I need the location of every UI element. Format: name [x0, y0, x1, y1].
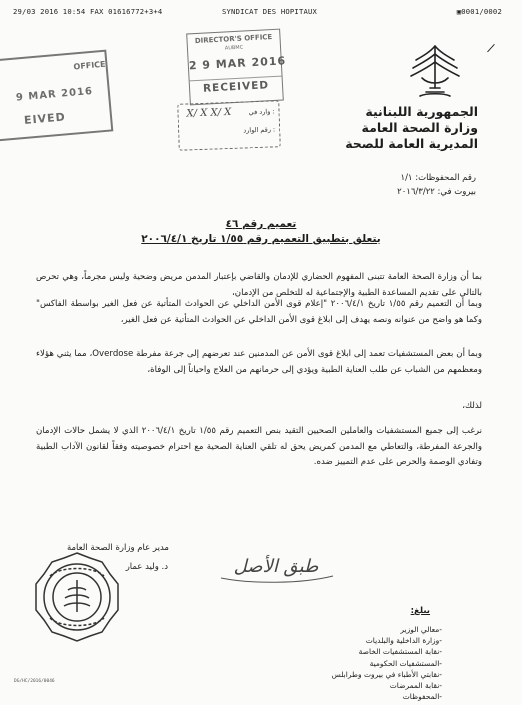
stamp-received-label: EIVED — [23, 110, 67, 127]
distribution-title: يبلغ: — [410, 606, 430, 616]
circular-title: تعميم رقم ٤٦ — [225, 218, 297, 230]
received-stamp-directors-office — [186, 29, 287, 106]
fax-header-page: ▣0001/0002 — [456, 7, 502, 16]
document-date: بيروت في: ٢٠١٦/٣/٢٢ — [397, 187, 476, 197]
stamp-date: 9 MAR 2016 — [15, 85, 94, 104]
body-paragraph-3: وبما أن بعض المستشفيات تعمد إلى ابلاغ قوى الأمن عن المدمنين عند تعرضهم إلى جرعة مفرطة Overdose، مما يثني هؤلاء ومعظمهم من الشباب عن طلب العناية الطبية ويؤدي إلى حرمانهم من العلاج واحياناً إلى الوفاة، — [36, 349, 482, 375]
registry-scrawl: X/ X X/ X — [186, 106, 232, 120]
distribution-item: -المستشفيات الحكومية — [369, 658, 442, 668]
official-seal-icon — [30, 550, 124, 644]
stamp-org-label: AUBMC — [224, 44, 244, 52]
distribution-item: -نقابتي الأطباء في بيروت وطرابلس — [331, 669, 442, 679]
signatory-title: مدير عام وزارة الصحة العامة — [66, 543, 169, 553]
distribution-item: -نقابة الممرضات — [389, 681, 442, 691]
letterhead-republic: الجمهورية اللبنانية — [365, 104, 478, 119]
distribution-list — [332, 624, 442, 702]
distribution-item: -معالي الوزير — [400, 625, 442, 634]
distribution-item: -المحفوظات — [402, 692, 442, 702]
archive-number: رقم المحفوظات: ١/١ — [400, 173, 476, 183]
signatory-name: د. وليد عمار — [125, 562, 168, 572]
letterhead-directorate: المديرية العامة للصحة — [345, 136, 478, 151]
handwritten-true-copy-text: طبق الأصل — [233, 556, 319, 577]
received-stamp-partial — [0, 50, 113, 143]
handwritten-true-copy-signature — [211, 540, 341, 590]
fax-header-center: SYNDICAT DES HOPITAUX — [222, 7, 318, 16]
stamp-date: 2 9 MAR 2016 — [188, 54, 287, 73]
stamp-office-label: OFFICE — [73, 59, 106, 72]
body-paragraph-1: بما أن وزارة الصحة العامة تتبنى المفهوم الحضاري للإدمان والقاضي بإعتبار المدمن مريض وضحية وليس مجرماً، وهي تحرص بالتالي على تقديم المساعدة الطبية والإجتماعية له للتخلص من الإدمان، — [36, 272, 482, 298]
registry-stamp — [177, 100, 281, 151]
stamp-office-label: DIRECTOR'S OFFICE — [194, 33, 273, 46]
registry-incoming-label: وارد في : — [248, 107, 275, 117]
pen-mark: / — [486, 40, 496, 56]
fax-header-left: 29/03 2016 10:54 FAX 01616772+3+4 — [13, 7, 163, 16]
registry-number-label: رقم الوارد : — [243, 125, 276, 135]
letterhead-ministry: وزارة الصحة العامة — [361, 120, 478, 135]
body-paragraph-2: وبما أن التعميم رقم ١/٥٥ تاريخ ٢٠٠٦/٤/١ "إعلام قوى الأمن الداخلي عن الحوادث المتأتية عن فعل الغير بواسطة الفاكس" وكما هو واضح من عنوانه ونصه يهدف إلى ابلاغ قوى الأمن الداخلي عن الحوادث المتأتية عن فعل الغير، — [36, 299, 482, 325]
distribution-item: -نقابة المستشفيات الخاصة — [358, 647, 442, 657]
body-paragraph-therefore: لذلك، — [462, 401, 482, 411]
circular-subject: يتعلق بتطبيق التعميم رقم ١/٥٥ تاريخ ٢٠٠٦/٤/١ — [141, 233, 381, 245]
footer-document-code: DG/HC/2016/0046 — [14, 679, 55, 684]
stamp-received-label: RECEIVED — [190, 76, 283, 96]
body-paragraph-directive: نرغب إلى جميع المستشفيات والعاملين الصحيين التقيد بنص التعميم رقم ١/٥٥ تاريخ ٢٠٠٦/٤/١ الذي لا يشمل حالات الإدمان والجرعة المفرطة، والتعاطي مع المدمن كمريض يحق له تلقي العناية الصحية مع احترام خصوصيته وفقاً لقانون الآداب الطبية وتفادي الوصمة والحرص على عدم التمييز ضده. — [36, 426, 482, 467]
distribution-item: -وزارة الداخلية والبلديات — [365, 636, 442, 646]
ministry-cedar-logo-icon — [408, 42, 462, 100]
